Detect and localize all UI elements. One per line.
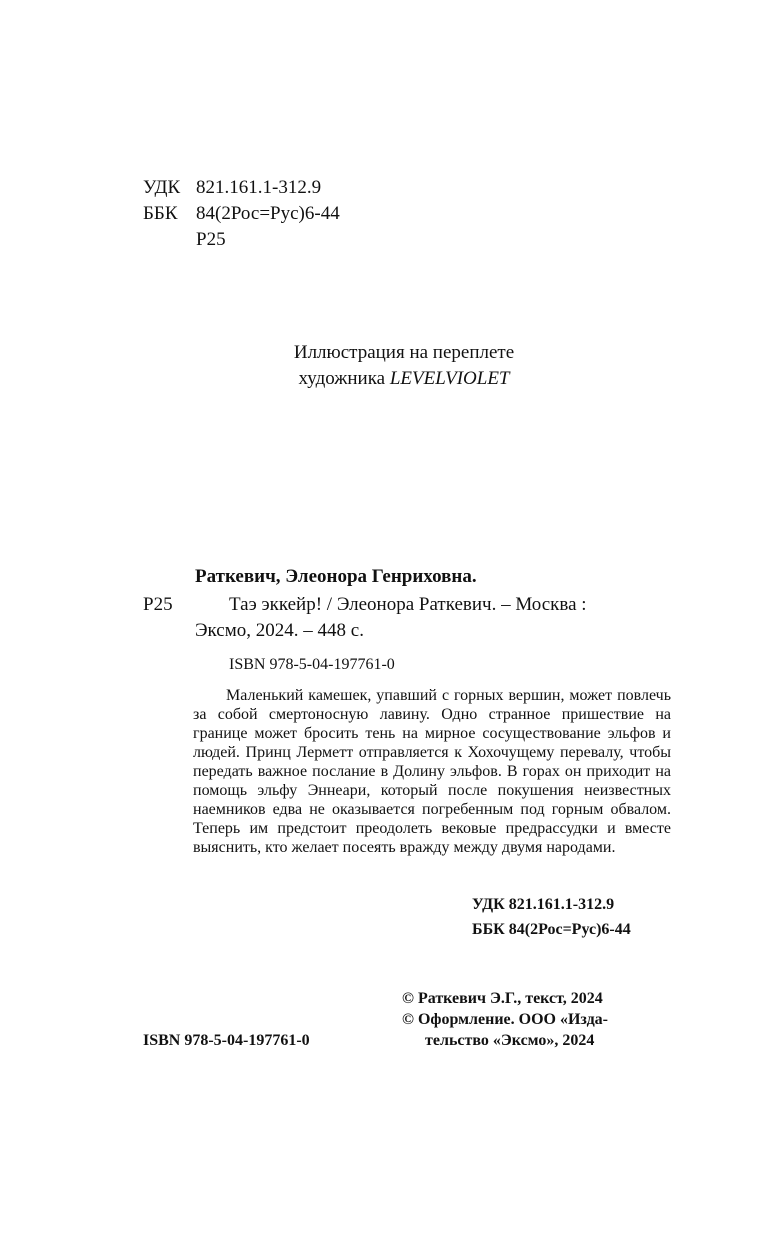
copyright-design-line1: © Оформление. ООО «Изда- [402, 1011, 608, 1028]
record-mark: Р25 [143, 594, 173, 615]
bbk-label: ББК [143, 203, 178, 224]
copyright-block [402, 988, 608, 1051]
title-line2: Эксмо, 2024. – 448 с. [195, 620, 364, 641]
artist-name: LEVELVIOLET [389, 368, 510, 389]
copyright-text: © Раткевич Э.Г., текст, 2024 [402, 990, 603, 1007]
udk-row [143, 174, 403, 201]
illustration-prefix: художника [298, 368, 390, 389]
bbk-value: 84(2Рос=Рус)6-44 [196, 203, 340, 224]
bbk-row [143, 200, 403, 227]
bottom-udk: УДК 821.161.1-312.9 [472, 896, 615, 913]
author-mark: Р25 [196, 229, 226, 250]
udk-label: УДК [143, 177, 181, 198]
annotation: Маленький камешек, упавший с горных вершин, может повлечь за собой смертоносную лавину. Одно странное пришествие на границе может бросить тень на мирное сосуществование эльфов и людей. Принц Лерметт отправляется к Хохочущему перевалу, чтобы передать важное послание в Долину эльфов. В горах он приходит на помощь эльфу Эннеари, который после покушения неизвестных наемников едва не оказывается погребенным под горным обвалом. Теперь им предстоит преодолеть вековые предрассудки и вместе выяснить, кто желает посеять вражду между двумя народами. [193, 687, 671, 856]
title-line1: Таэ эккейр! / Элеонора Раткевич. – Москва : [229, 594, 587, 615]
illustration-line2 [20, 366, 768, 392]
author-heading: Раткевич, Элеонора Генриховна. [195, 566, 477, 587]
footer-isbn: ISBN 978-5-04-197761-0 [143, 1032, 310, 1049]
record-isbn: ISBN 978-5-04-197761-0 [229, 656, 395, 673]
illustration-credit [20, 340, 768, 392]
udk-value: 821.161.1-312.9 [196, 177, 322, 198]
copyright-design-line2: тельство «Эксмо», 2024 [425, 1032, 595, 1049]
bottom-bbk: ББК 84(2Рос=Рус)6-44 [472, 921, 631, 938]
illustration-line1: Иллюстрация на переплете [293, 342, 515, 363]
